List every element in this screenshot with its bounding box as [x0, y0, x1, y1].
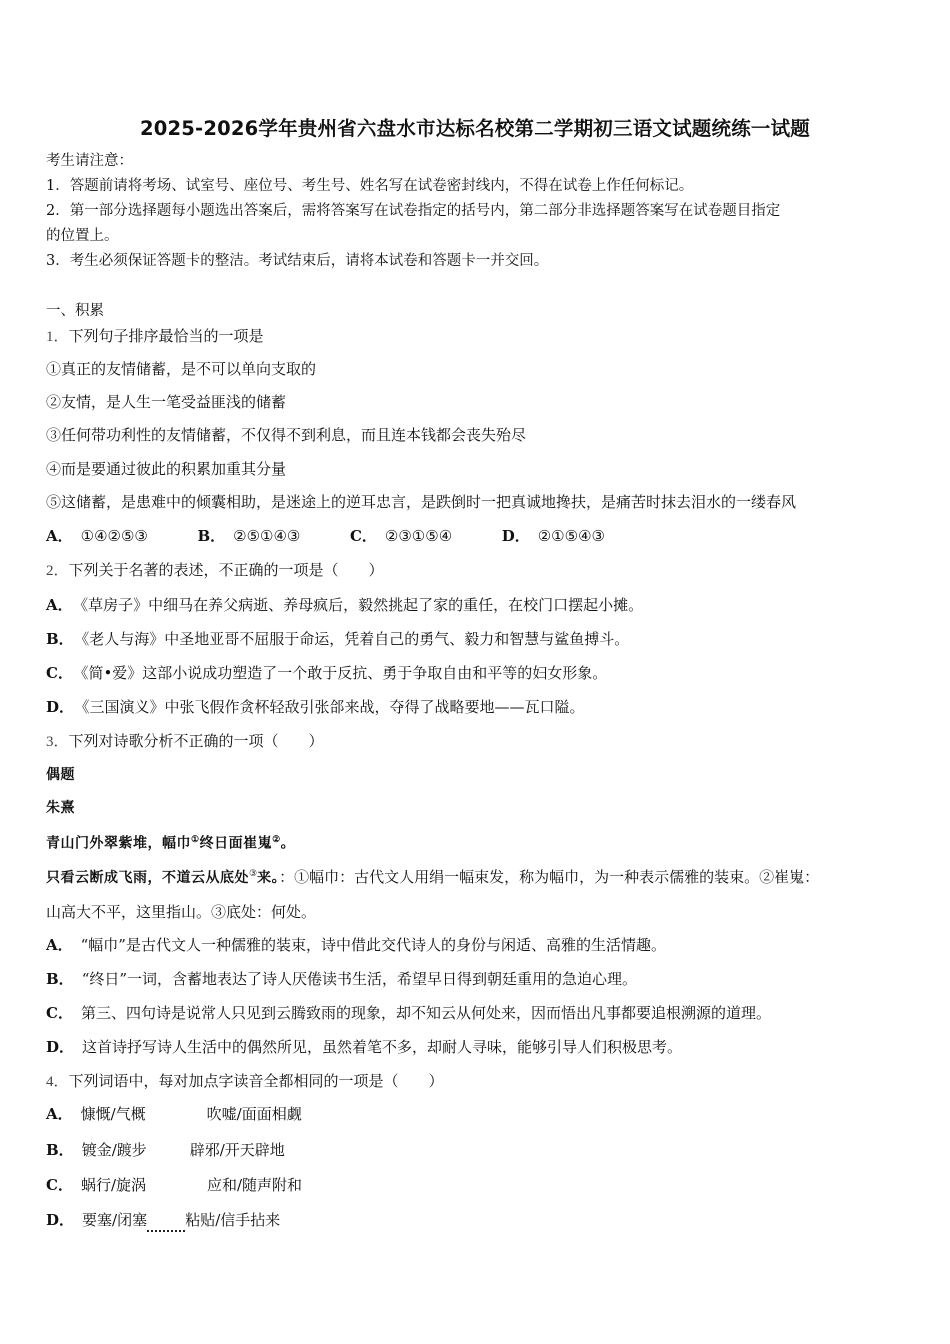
question-3-stem — [46, 731, 324, 752]
poem-line-with-notes: 只看云断成飞雨，不道云从底处③来。：①幅巾：古代文人用绢一幅束发，称为幅巾，为一种表示儒雅的装束。②崔嵬： — [46, 868, 820, 886]
question-number: 1． — [46, 329, 69, 345]
option-d[interactable]: D． 这首诗抒写诗人生活中的偶然所见，虽然着笔不多，却耐人寻味，能够引导人们积极思考。 — [46, 1038, 683, 1056]
emphasis-dots: ​ — [147, 1211, 185, 1232]
option-d[interactable]: D． ②①⑤④③ — [501, 527, 605, 545]
question-text: 下列句子排序最恰当的一项是 — [68, 327, 264, 345]
sentence-item: ⑤这储蓄，是患难中的倾囊相助，是迷途上的逆耳忠言，是跌倒时一把真诚地搀扶，是痛苦时抹去泪水的一缕春风 — [46, 493, 797, 511]
question-1-stem — [46, 326, 264, 347]
option-a[interactable]: A． “幅巾”是古代文人一种儒雅的装束，诗中借此交代诗人的身份与闲适、高雅的生活情趣。 — [46, 936, 666, 954]
question-text: 下列词语中，每对加点字读音全都相同的一项是（ ） — [68, 1072, 444, 1090]
notice-item: 的位置上。 — [46, 228, 119, 244]
option-c[interactable]: C． 蜗行/旋涡 应和/随声附和 — [46, 1176, 303, 1194]
question-1-options — [46, 526, 605, 546]
option-a[interactable]: A． 《草房子》中细马在养父病逝、养母疯后，毅然挑起了家的重任，在校门口摆起小摊。 — [46, 596, 644, 614]
question-text: 下列关于名著的表述，不正确的一项是（ ） — [68, 561, 384, 579]
notice-heading: 考生请注意： — [46, 153, 133, 169]
notice-item: 3．考生必须保证答题卡的整洁。考试结束后，请将本试卷和答题卡一并交回。 — [46, 253, 549, 269]
poem-notes: ：①幅巾：古代文人用绢一幅束发，称为幅巾，为一种表示儒雅的装束。②崔嵬： — [279, 868, 820, 886]
option-d[interactable]: D． 要塞/闭塞​ 粘贴/信手拈来 — [46, 1210, 280, 1230]
poem-notes: 山高大不平，这里指山。③底处：何处。 — [46, 903, 317, 921]
option-b[interactable]: B． 《老人与海》中圣地亚哥不屈服于命运，凭着自己的勇气、毅力和智慧与鲨鱼搏斗。 — [46, 630, 630, 648]
option-a[interactable]: A． ①④②⑤③ — [46, 527, 148, 545]
question-4-stem — [46, 1071, 444, 1092]
option-b[interactable]: B． 镀金/踱步 辟邪/开天辟地 — [46, 1141, 285, 1159]
option-b[interactable]: B． ②⑤①④③ — [197, 527, 301, 545]
poem-author: 朱熹 — [46, 800, 75, 816]
question-number: 3． — [46, 734, 69, 750]
notice-item: 1．答题前请将考场、试室号、座位号、考生号、姓名写在试卷密封线内，不得在试卷上作任何标记。 — [46, 178, 694, 194]
poem-line: 青山门外翠紫堆，幅巾①终日面崔嵬②。 — [46, 835, 296, 852]
question-number: 2． — [46, 563, 69, 579]
option-c[interactable]: C． ②③①⑤④ — [349, 527, 453, 545]
page-title: 2025-2026学年贵州省六盘水市达标名校第二学期初三语文试题统练一试题 — [139, 117, 811, 140]
question-text: 下列对诗歌分析不正确的一项（ ） — [68, 732, 324, 750]
sentence-item: ①真正的友情储蓄，是不可以单向支取的 — [46, 360, 317, 378]
sentence-item: ②友情，是人生一笔受益匪浅的储蓄 — [46, 393, 287, 411]
section-heading: 一、积累 — [46, 303, 104, 319]
notice-item: 2．第一部分选择题每小题选出答案后，需将答案写在试卷指定的括号内，第二部分非选择题答案写在试卷题目指定 — [46, 203, 781, 219]
option-a[interactable]: A． 慷慨/气概 吹嘘/面面相觑 — [46, 1105, 302, 1123]
question-2-stem — [46, 560, 384, 581]
question-number: 4． — [46, 1074, 69, 1090]
sentence-item: ④而是要通过彼此的积累加重其分量 — [46, 460, 287, 478]
option-b[interactable]: B． “终日”一词，含蓄地表达了诗人厌倦读书生活，希望早日得到朝廷重用的急迫心理。 — [46, 970, 638, 988]
option-d[interactable]: D． 《三国演义》中张飞假作贪杯轻敌引张郃来战，夺得了战略要地——瓦口隘。 — [46, 698, 585, 716]
sentence-item: ③任何带功利性的友情储蓄，不仅得不到利息，而且连本钱都会丧失殆尽 — [46, 426, 527, 444]
option-c[interactable]: C． 《简•爱》这部小说成功塑造了一个敢于反抗、勇于争取自由和平等的妇女形象。 — [46, 664, 608, 682]
option-c[interactable]: C． 第三、四句诗是说常人只见到云腾致雨的现象，却不知云从何处来，因而悟出凡事都要追根溯源的道理。 — [46, 1004, 771, 1022]
poem-title: 偶题 — [46, 767, 75, 783]
